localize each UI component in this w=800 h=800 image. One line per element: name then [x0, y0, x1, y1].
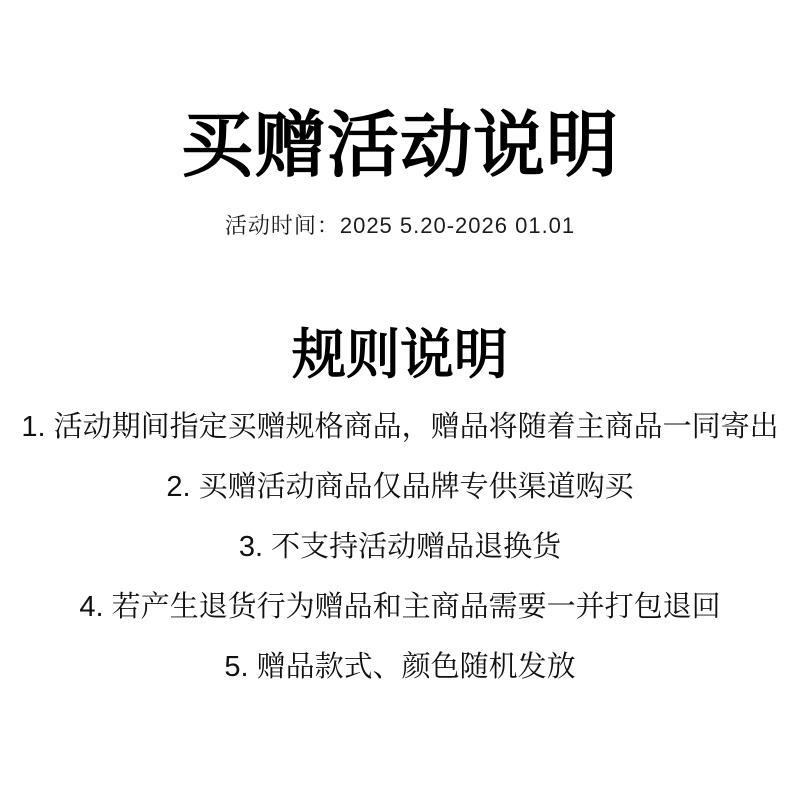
activity-time-text: 活动时间：2025 5.20-2026 01.01 — [224, 213, 576, 238]
page-title: 买赠活动说明 — [180, 106, 619, 186]
rule-item-4: 4. 若产生退货行为赠品和主商品需要一并打包退回 — [79, 591, 721, 623]
rule-item-1: 1. 活动期间指定买赠规格商品，赠品将随着主商品一同寄出 — [21, 411, 779, 443]
rule-item-3: 3. 不支持活动赠品退换货 — [238, 531, 562, 563]
rule-item-5: 5. 赠品款式、颜色随机发放 — [224, 651, 576, 683]
rule-item-2: 2. 买赠活动商品仅品牌专供渠道购买 — [166, 471, 634, 503]
rules-heading: 规则说明 — [292, 325, 508, 385]
rules-list — [0, 397, 800, 697]
